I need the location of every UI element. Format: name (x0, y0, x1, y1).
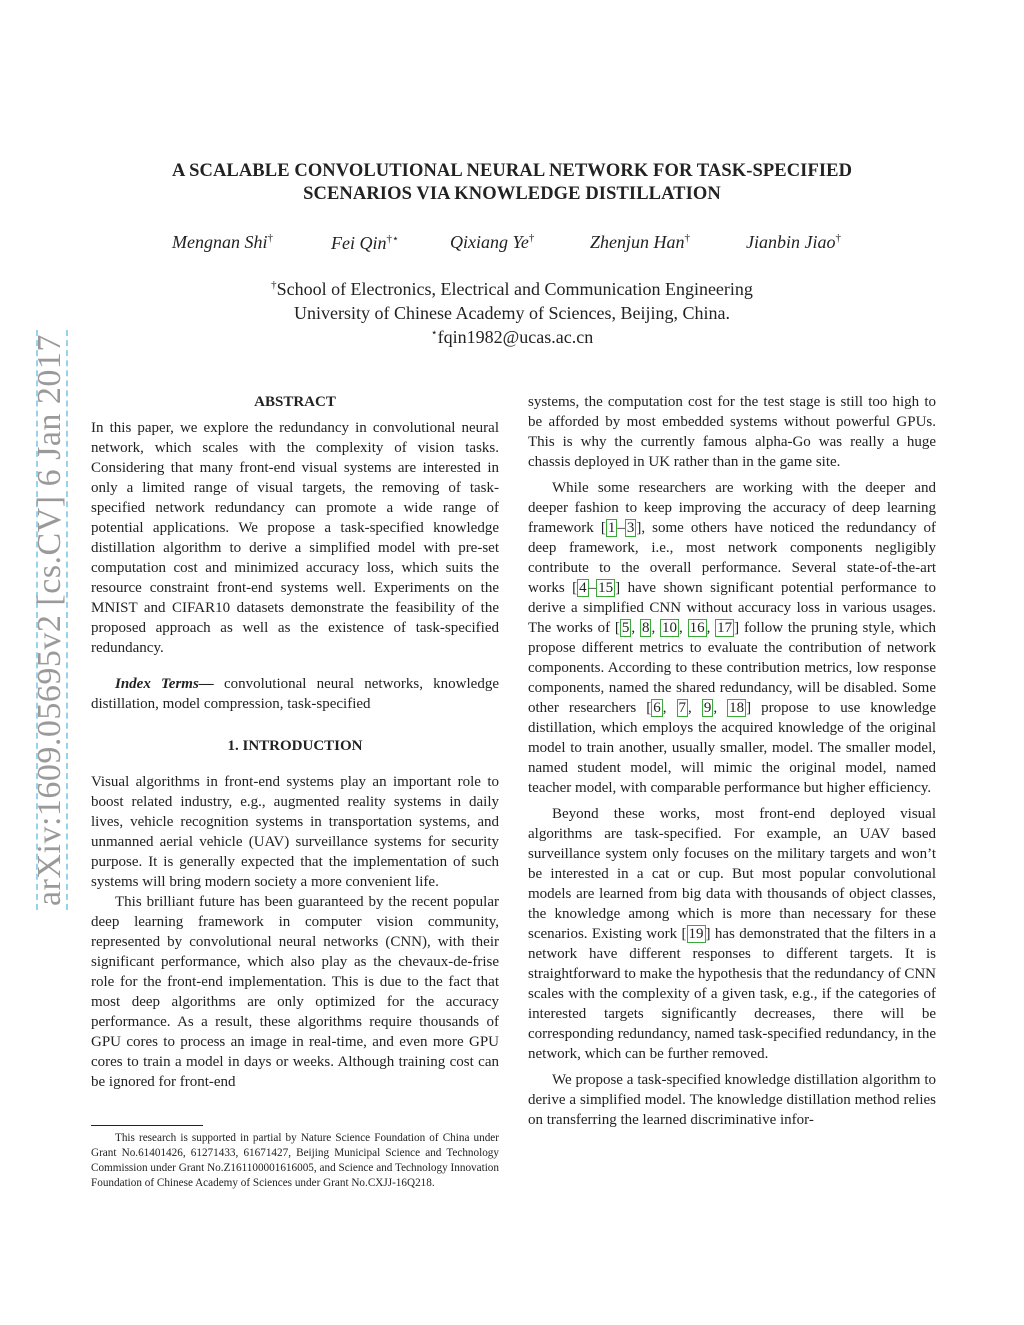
affiliation-email: ⋆fqin1982@ucas.ac.cn (430, 327, 594, 347)
citation-link[interactable]: 8 (641, 620, 650, 636)
citation-link[interactable]: 19 (688, 926, 704, 942)
affiliation-line-1: †School of Electronics, Electrical and Communication Engineering (271, 279, 753, 299)
author: Fei Qin†⋆ (331, 233, 399, 253)
citation-link[interactable]: 3 (626, 520, 635, 536)
author: Jianbin Jiao† (746, 232, 841, 252)
arxiv-id: arXiv:1609.05695v2 [cs.CV] 6 Jan 2017 (31, 334, 68, 906)
footnote: This research is supported in partial by Nature Science Foundation of China under Grant No.61401426, 61271433, 61671427, Beijing Municipal Science and Technology Commission under Grant No.Z161100001616005, and Science and Technology Innovation Foundation of Chinese Academy of Sciences under Grant No.CXJJ-16Q218. (91, 1132, 499, 1189)
body-paragraph: Beyond these works, most front-end deployed visual algorithms are task-specified. For example, an UAV based surveillance system only focuses on the military targets and won’t be interested in a cat or cup. But most popular convolutional models are learned from big data with thousands of object classes, the knowledge among which is more than necessary for these scenarios. Existing work [ 19 ] has demonstrated that the filters in a network have different responses to different targets. It is straightforward to make the hypothesis that the redundancy of CNN scales with the complexity of a given task, e.g., if the categories of interested targets significantly decreases, there will be corresponding redundancy, named task-specified redundancy, in the network, which can be further removed. (528, 806, 936, 1062)
citation-link[interactable]: 7 (678, 700, 687, 716)
paper-title (0, 160, 1024, 206)
citation-link[interactable]: 16 (689, 620, 705, 636)
intro-paragraph: Visual algorithms in front-end systems play an important role to boost related industry, e.g., augmented reality systems in daily lives, vehicle recognition systems in transportation systems, and unmanned aerial vehicle (UAV) surveillance systems for security purpose. It is generally expected that the implementation of such systems will bring modern society a more convenient life. (91, 774, 499, 890)
author: Mengnan Shi† (172, 232, 273, 252)
citation-link[interactable]: 1 (607, 520, 616, 536)
citation-link[interactable]: 10 (662, 620, 678, 636)
citation-link[interactable]: 18 (729, 700, 745, 716)
right-column (528, 392, 936, 1130)
intro-paragraph: This brilliant future has been guaranteed by the recent popular deep learning framework in computer vision community, represented by convolutional neural networks (CNN), with their significant performance, which also play as the chevaux-de-frise role for the front-end implementation. This is due to the fact that most deep algorithms are only optimized for the accuracy performance. As a result, these algorithms require thousands of GPU cores to process an image in real-time, and even more GPU cores to train a model in days or weeks. Although training cost can be ignored for front-end (91, 894, 499, 1090)
author-list (0, 232, 1024, 256)
arxiv-stamp (30, 330, 70, 910)
left-column (91, 392, 499, 1092)
citation-link[interactable]: 9 (703, 700, 712, 716)
body-paragraph: systems, the computation cost for the test stage is still too high to be afforded by most embedded systems without powerful GPUs. This is why the currently famous alpha-Go was really a huge chassis deployed in UK rather than in the game site. (528, 394, 936, 470)
author: Qixiang Ye† (450, 232, 535, 252)
body-paragraph: We propose a task-specified knowledge distillation algorithm to derive a simplified model. The knowledge distillation method relies on transferring the learned discriminative infor- (528, 1072, 936, 1128)
citation-link[interactable]: 15 (598, 580, 614, 596)
citation-link[interactable]: 5 (621, 620, 630, 636)
citation-link[interactable]: 6 (653, 700, 661, 716)
intro-heading: 1. INTRODUCTION (227, 738, 363, 754)
title-line-1: A SCALABLE CONVOLUTIONAL NEURAL NETWORK FOR TASK-SPECIFIED (171, 161, 853, 181)
index-terms: Index Terms— convolutional neural networks, knowledge distillation, model compression, task-specified (91, 676, 499, 712)
author: Zhenjun Han† (590, 232, 690, 252)
title-line-2: SCENARIOS VIA KNOWLEDGE DISTILLATION (303, 184, 721, 204)
citation-link[interactable]: 4 (579, 580, 587, 596)
abstract-text: In this paper, we explore the redundancy in convolutional neural network, which scales with the complexity of vision tasks. Considering that many front-end visual systems are interested in only a limited range of visual targets, the removing of task-specified network redundancy can promote a wide range of potential applications. We propose a task-specified knowledge distillation algorithm to derive a simplified model with pre-set computation cost and minimized accuracy loss, which suits the resource constraint front-end systems well. Experiments on the MNIST and CIFAR10 datasets demonstrate the feasibility of the proposed approach as well as the existence of task-specified redundancy. (91, 420, 499, 656)
footnote-rule (91, 1125, 203, 1126)
abstract-heading: ABSTRACT (254, 394, 336, 410)
citation-link[interactable]: 17 (717, 620, 733, 636)
body-paragraph: While some researchers are working with the deeper and deeper fashion to keep improving the accuracy of deep learning framework [ 1 – 3 ], some others have noticed the redundancy of deep framework, i.e., most network components negligibly contribute to the overall performance. Several state-of-the-art works [ 4 – 15 ] have shown significant potential performance to derive a simplified CNN without accuracy loss in various usages. The works of [ 5 , 8 , 10 , 16 , 17 ] follow the pruning style, which propose different metrics to evaluate the contribution of network components. According to these contribution metrics, low response components, named the shared redundancy, will be disabled. Some other researchers [ 6 , 7 , 9 , 18 ] propose to use knowledge distillation, which employs the acquired knowledge of the original model to train another, usually smaller, model. The smaller model, named student model, will mimic the original model, named teacher model, with comparable performance but higher efficiency. (528, 480, 937, 796)
affiliation-line-2: University of Chinese Academy of Sciences, Beijing, China. (294, 303, 730, 323)
